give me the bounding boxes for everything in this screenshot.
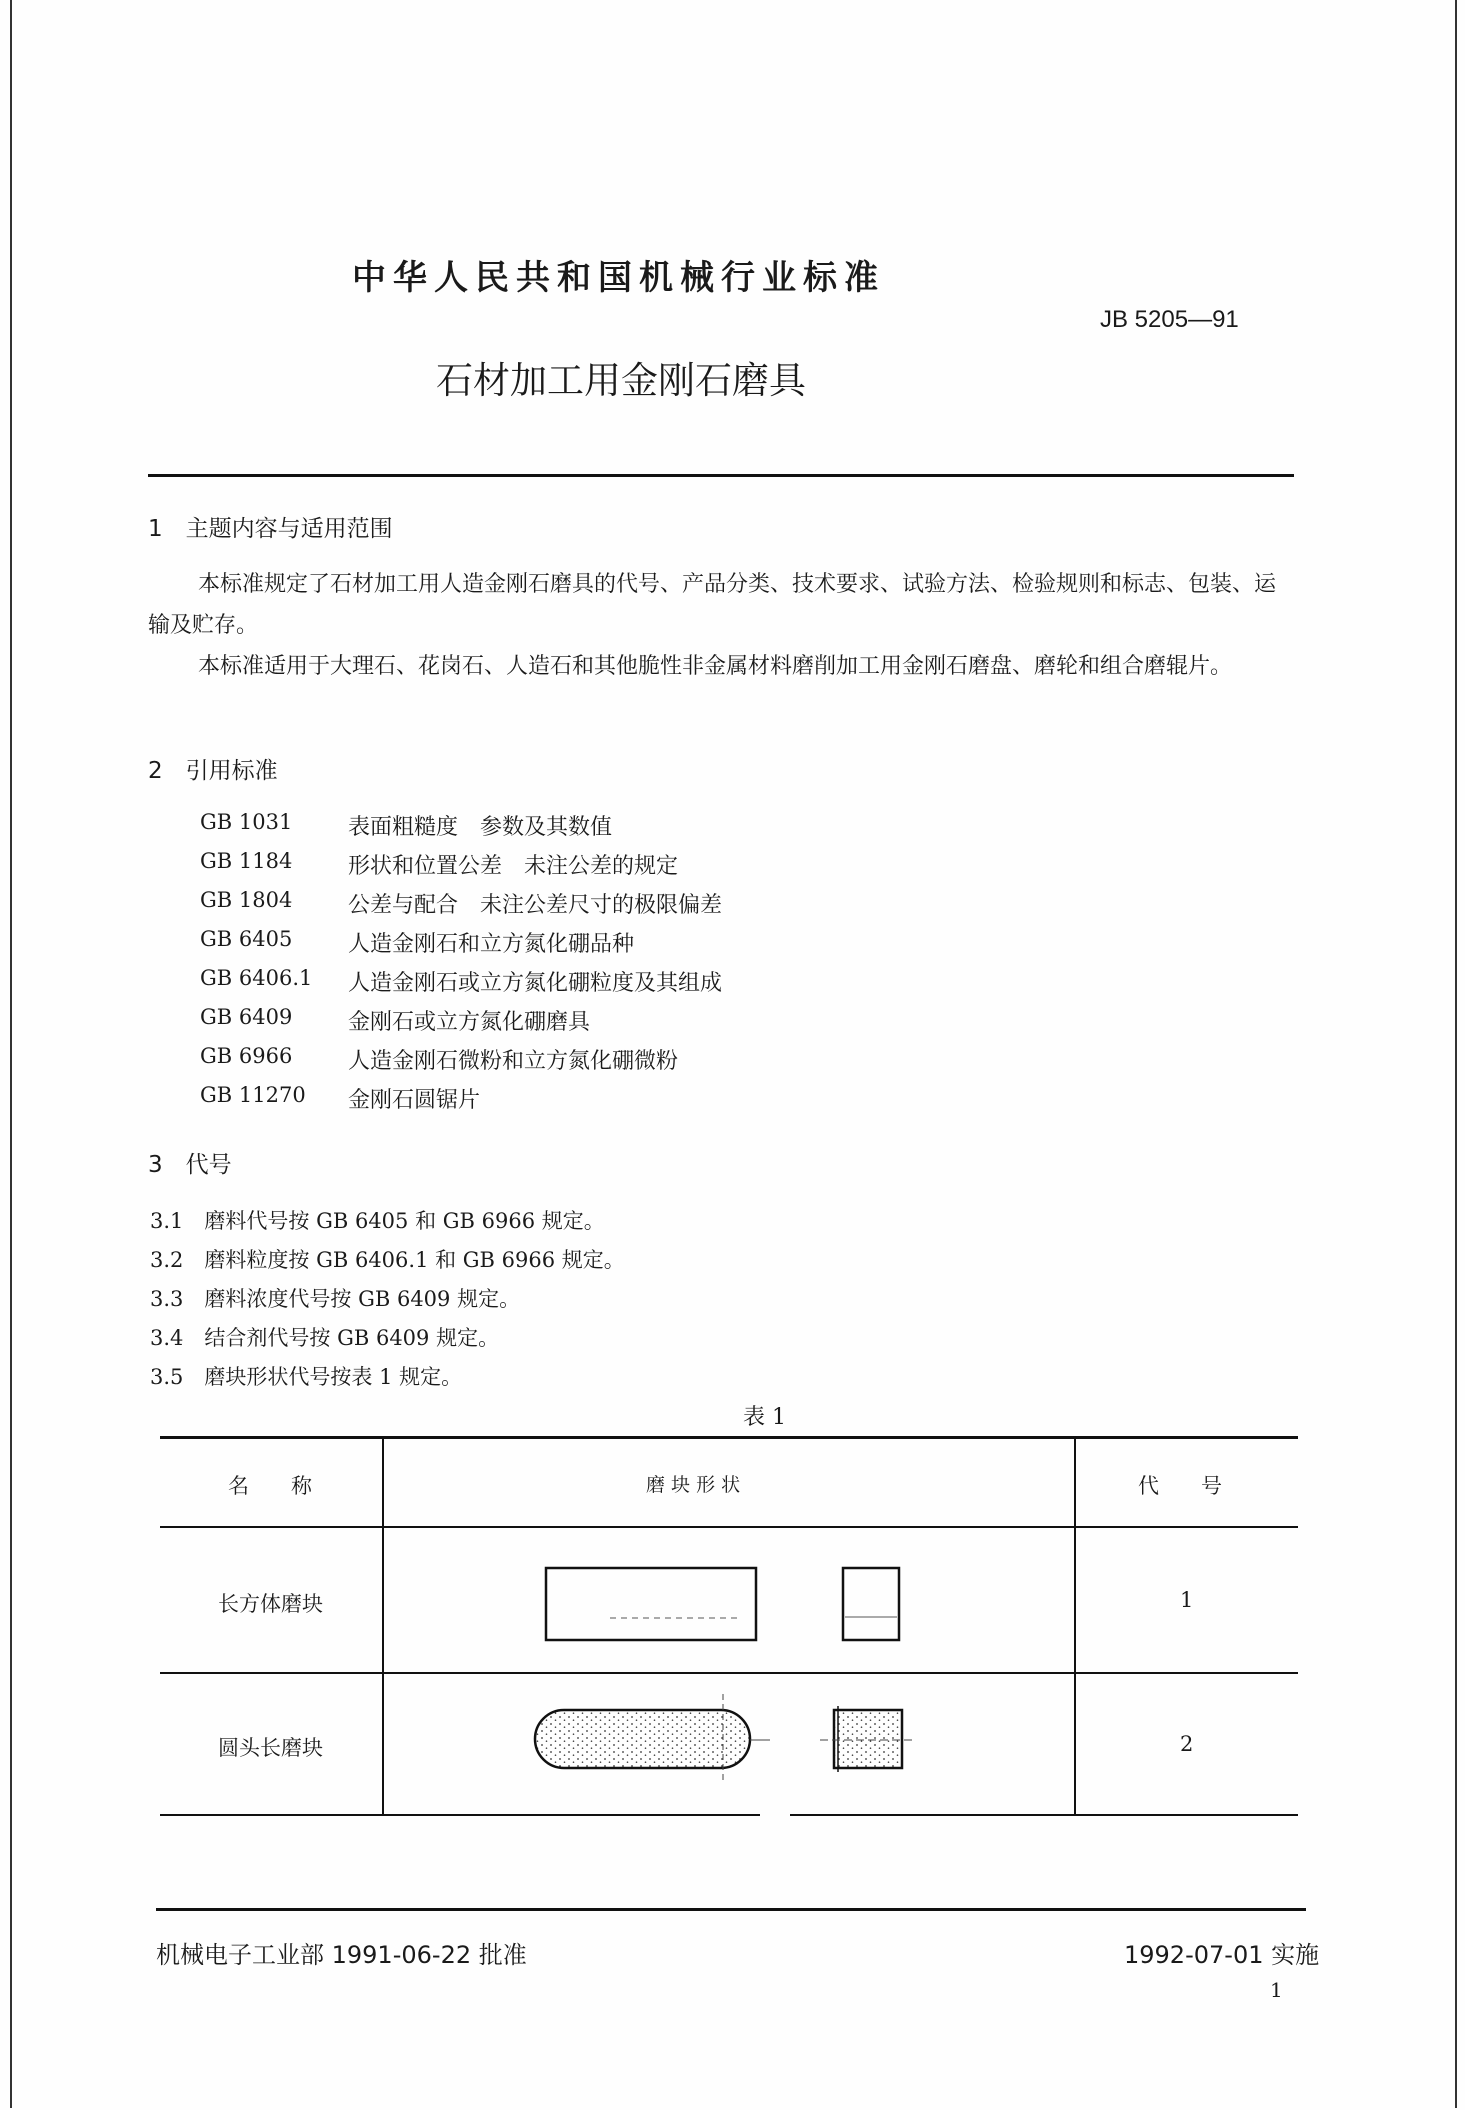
footer-rule (156, 1908, 1306, 1911)
table-row-name: 长方体磨块 (218, 1592, 323, 1616)
clause-item: 3.4 结合剂代号按 GB 6409 规定。 (150, 1326, 500, 1350)
table-row-code: 2 (1180, 1732, 1194, 1756)
table-caption: 表 1 (743, 1405, 786, 1430)
clause-item: 3.2 磨料粒度按 GB 6406.1 和 GB 6966 规定。 (150, 1248, 625, 1272)
table-header-name: 名 称 (228, 1474, 312, 1498)
ref-code: GB 6405 (200, 927, 293, 951)
ref-title: 公差与配合 未注公差尺寸的极限偏差 (348, 893, 723, 918)
ref-code: GB 6406.1 (200, 966, 313, 990)
section-1-heading: 1 主题内容与适用范围 (148, 516, 393, 542)
section-1-para-1: 本标准规定了石材加工用人造金刚石磨具的代号、产品分类、技术要求、试验方法、检验规则和标志、包装、运输及贮存。 (148, 572, 1277, 638)
clause-item: 3.3 磨料浓度代号按 GB 6409 规定。 (150, 1287, 521, 1311)
table-col-divider (382, 1436, 384, 1816)
table-header-shape: 磨 块 形 状 (646, 1474, 741, 1496)
clause-item: 3.5 磨块形状代号按表 1 规定。 (150, 1365, 463, 1389)
ref-title: 表面粗糙度 参数及其数值 (348, 815, 613, 840)
ref-code: GB 1804 (200, 888, 293, 912)
document-title: 石材加工用金刚石磨具 (436, 359, 806, 402)
table-bottom-rule-left (160, 1814, 760, 1816)
standard-code: JB 5205—91 (1100, 306, 1239, 333)
table-col-divider (1074, 1436, 1076, 1816)
ref-code: GB 1031 (200, 810, 293, 834)
table-header-rule (160, 1526, 1298, 1528)
ref-code: GB 11270 (200, 1083, 306, 1107)
section-3-heading: 3 代号 (148, 1152, 232, 1178)
effective-date: 1992-07-01 实施 (1124, 1941, 1320, 1969)
table-row-name: 圆头长磨块 (218, 1736, 323, 1760)
ref-code: GB 6966 (200, 1044, 293, 1068)
ref-title: 形状和位置公差 未注公差的规定 (348, 854, 679, 879)
table-row-code: 1 (1180, 1588, 1194, 1612)
table-bottom-rule-right (790, 1814, 1298, 1816)
ref-title: 人造金刚石和立方氮化硼品种 (348, 932, 635, 957)
header-rule (148, 474, 1294, 477)
ref-code: GB 6409 (200, 1005, 293, 1029)
table-top-rule (160, 1436, 1298, 1439)
page-number: 1 (1270, 1978, 1283, 2002)
clause-item: 3.1 磨料代号按 GB 6405 和 GB 6966 规定。 (150, 1209, 605, 1233)
section-1-para-2: 本标准适用于大理石、花岗石、人造石和其他脆性非金属材料磨削加工用金刚石磨盘、磨轮和组合磨辊片。 (198, 654, 1233, 679)
ref-title: 人造金刚石或立方氮化硼粒度及其组成 (348, 971, 723, 996)
standard-org-title: 中华人民共和国机械行业标准 (352, 258, 885, 298)
ref-code: GB 1184 (200, 849, 293, 873)
approval-note: 机械电子工业部 1991-06-22 批准 (156, 1941, 527, 1969)
table-header-code: 代 号 (1138, 1474, 1222, 1498)
ref-title: 金刚石或立方氮化硼磨具 (348, 1010, 591, 1035)
section-2-heading: 2 引用标准 (148, 758, 278, 784)
ref-title: 金刚石圆锯片 (348, 1088, 481, 1113)
table-row-rule (160, 1672, 1298, 1674)
ref-title: 人造金刚石微粉和立方氮化硼微粉 (348, 1049, 679, 1074)
